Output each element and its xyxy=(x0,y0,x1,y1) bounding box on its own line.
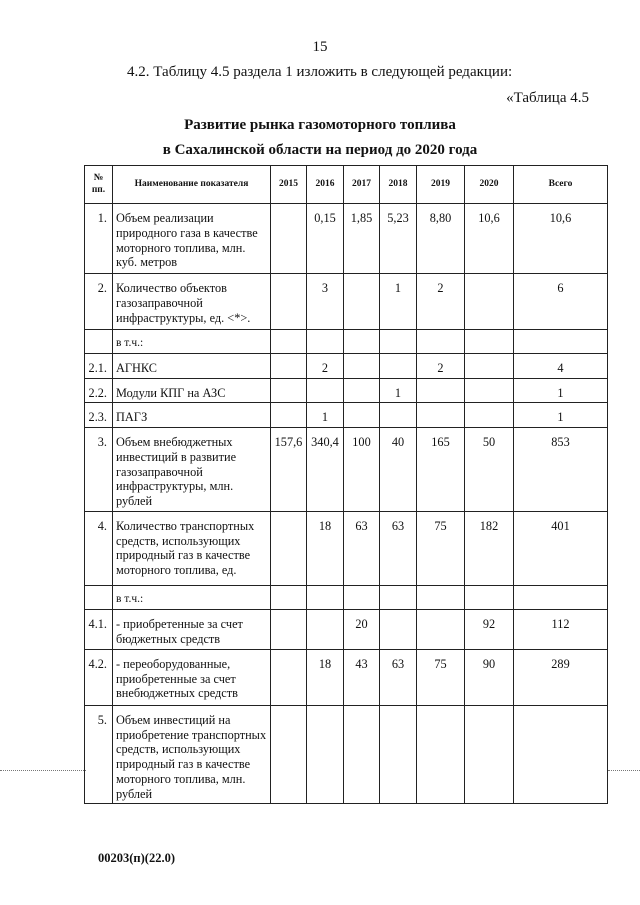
table-reference: «Таблица 4.5 xyxy=(506,90,589,106)
cell-2017: 20 xyxy=(344,609,380,649)
row-indicator-name: - приобретенные за счет бюджетных средств xyxy=(113,609,271,649)
cell-2018: 63 xyxy=(380,649,417,705)
scan-artifact-left xyxy=(0,770,86,771)
cell-2018: 40 xyxy=(380,428,417,512)
cell-2020: 182 xyxy=(465,511,514,585)
cell-2016: 18 xyxy=(307,649,344,705)
cell-2016: 2 xyxy=(307,353,344,378)
table-body xyxy=(85,204,608,804)
cell-2019 xyxy=(417,330,465,354)
row-indicator-name: - переоборудованные, приобретенные за счет внебюджетных средств xyxy=(113,649,271,705)
row-indicator-name: ПАГЗ xyxy=(113,403,271,428)
row-number: 2.3. xyxy=(85,403,113,428)
row-indicator-name: Объем внебюджетных инвестиций в развитие газозаправочной инфраструктуры, млн. рублей xyxy=(113,428,271,512)
row-number xyxy=(85,585,113,609)
table-title-line-2: в Сахалинской области на период до 2020 года xyxy=(162,142,478,158)
cell-2020 xyxy=(465,705,514,804)
table-row xyxy=(85,378,608,403)
cell-2019 xyxy=(417,609,465,649)
cell-total: 1 xyxy=(514,403,608,428)
cell-2017 xyxy=(344,353,380,378)
cell-2020: 92 xyxy=(465,609,514,649)
row-number: 2. xyxy=(85,274,113,330)
table-row xyxy=(85,330,608,354)
page-number: 15 xyxy=(312,39,328,55)
cell-2018 xyxy=(380,705,417,804)
header-2020: 2020 xyxy=(465,166,514,204)
cell-2019: 2 xyxy=(417,274,465,330)
cell-2016: 340,4 xyxy=(307,428,344,512)
cell-2015 xyxy=(271,609,307,649)
cell-total: 112 xyxy=(514,609,608,649)
cell-2019: 75 xyxy=(417,649,465,705)
cell-2018 xyxy=(380,330,417,354)
cell-2015 xyxy=(271,511,307,585)
cell-total: 853 xyxy=(514,428,608,512)
cell-2018: 1 xyxy=(380,378,417,403)
row-number: 2.1. xyxy=(85,353,113,378)
cell-2020 xyxy=(465,274,514,330)
cell-2017: 43 xyxy=(344,649,380,705)
cell-2016 xyxy=(307,330,344,354)
row-indicator-name: в т.ч.: xyxy=(113,330,271,354)
table-row xyxy=(85,585,608,609)
cell-2016 xyxy=(307,585,344,609)
cell-total: 1 xyxy=(514,378,608,403)
cell-2017 xyxy=(344,705,380,804)
cell-total: 289 xyxy=(514,649,608,705)
header-2018: 2018 xyxy=(380,166,417,204)
cell-2016: 1 xyxy=(307,403,344,428)
row-indicator-name: в т.ч.: xyxy=(113,585,271,609)
cell-2017 xyxy=(344,378,380,403)
cell-2018: 5,23 xyxy=(380,204,417,274)
intro-text: 4.2. Таблицу 4.5 раздела 1 изложить в следующей редакции: xyxy=(127,64,513,80)
cell-2017 xyxy=(344,330,380,354)
table-row xyxy=(85,403,608,428)
cell-2017: 100 xyxy=(344,428,380,512)
row-indicator-name: АГНКС xyxy=(113,353,271,378)
cell-2015 xyxy=(271,274,307,330)
cell-total xyxy=(514,705,608,804)
cell-2018 xyxy=(380,403,417,428)
table-row xyxy=(85,649,608,705)
row-number: 4.2. xyxy=(85,649,113,705)
header-2015: 2015 xyxy=(271,166,307,204)
row-indicator-name: Количество объектов газозаправочной инфраструктуры, ед. <*>. xyxy=(113,274,271,330)
cell-2020 xyxy=(465,403,514,428)
cell-2020: 90 xyxy=(465,649,514,705)
cell-total: 4 xyxy=(514,353,608,378)
cell-2018: 1 xyxy=(380,274,417,330)
row-indicator-name: Объем инвестиций на приобретение транспортных средств, использующих природный газ в качестве моторного топлива, млн. рублей xyxy=(113,705,271,804)
cell-total: 401 xyxy=(514,511,608,585)
cell-total xyxy=(514,330,608,354)
row-number: 3. xyxy=(85,428,113,512)
cell-2019 xyxy=(417,585,465,609)
cell-2019: 8,80 xyxy=(417,204,465,274)
cell-2016: 18 xyxy=(307,511,344,585)
cell-2020 xyxy=(465,378,514,403)
header-2019: 2019 xyxy=(417,166,465,204)
cell-2015 xyxy=(271,649,307,705)
cell-2019: 165 xyxy=(417,428,465,512)
row-number: 4. xyxy=(85,511,113,585)
header-total: Всего xyxy=(514,166,608,204)
cell-2019: 75 xyxy=(417,511,465,585)
row-indicator-name: Количество транспортных средств, использующих природный газ в качестве моторного топлива, ед. xyxy=(113,511,271,585)
cell-2017: 63 xyxy=(344,511,380,585)
cell-2020: 10,6 xyxy=(465,204,514,274)
cell-2015 xyxy=(271,585,307,609)
scan-artifact-right xyxy=(608,770,640,771)
table-row xyxy=(85,353,608,378)
cell-2016 xyxy=(307,609,344,649)
gas-motor-fuel-table xyxy=(84,165,608,804)
cell-2015 xyxy=(271,204,307,274)
cell-total xyxy=(514,585,608,609)
cell-2015 xyxy=(271,353,307,378)
header-number: № пп. xyxy=(85,166,113,204)
table-row xyxy=(85,609,608,649)
cell-2016 xyxy=(307,705,344,804)
cell-2018: 63 xyxy=(380,511,417,585)
cell-2019: 2 xyxy=(417,353,465,378)
cell-2017 xyxy=(344,403,380,428)
header-2016: 2016 xyxy=(307,166,344,204)
cell-2016: 3 xyxy=(307,274,344,330)
table-row xyxy=(85,705,608,804)
cell-2016: 0,15 xyxy=(307,204,344,274)
cell-2019 xyxy=(417,705,465,804)
cell-2018 xyxy=(380,609,417,649)
cell-total: 6 xyxy=(514,274,608,330)
table-row xyxy=(85,274,608,330)
table-row xyxy=(85,204,608,274)
table-row xyxy=(85,428,608,512)
header-2017: 2017 xyxy=(344,166,380,204)
cell-2016 xyxy=(307,378,344,403)
row-indicator-name: Модули КПГ на АЗС xyxy=(113,378,271,403)
row-number: 2.2. xyxy=(85,378,113,403)
cell-2018 xyxy=(380,353,417,378)
cell-2018 xyxy=(380,585,417,609)
cell-2015: 157,6 xyxy=(271,428,307,512)
cell-2019 xyxy=(417,378,465,403)
row-number xyxy=(85,330,113,354)
row-indicator-name: Объем реализации природного газа в качестве моторного топлива, млн. куб. метров xyxy=(113,204,271,274)
cell-2020: 50 xyxy=(465,428,514,512)
cell-2017 xyxy=(344,585,380,609)
cell-2015 xyxy=(271,378,307,403)
cell-2015 xyxy=(271,705,307,804)
row-number: 1. xyxy=(85,204,113,274)
cell-2020 xyxy=(465,353,514,378)
header-indicator-name: Наименование показателя xyxy=(113,166,271,204)
document-code: 00203(п)(22.0) xyxy=(98,851,175,865)
cell-2015 xyxy=(271,330,307,354)
table-title-line-1: Развитие рынка газомоторного топлива xyxy=(184,117,456,133)
table-row xyxy=(85,511,608,585)
cell-2020 xyxy=(465,330,514,354)
row-number: 4.1. xyxy=(85,609,113,649)
cell-2017: 1,85 xyxy=(344,204,380,274)
cell-2015 xyxy=(271,403,307,428)
row-number: 5. xyxy=(85,705,113,804)
cell-2017 xyxy=(344,274,380,330)
cell-2019 xyxy=(417,403,465,428)
table-header-row xyxy=(85,166,608,204)
cell-total: 10,6 xyxy=(514,204,608,274)
cell-2020 xyxy=(465,585,514,609)
